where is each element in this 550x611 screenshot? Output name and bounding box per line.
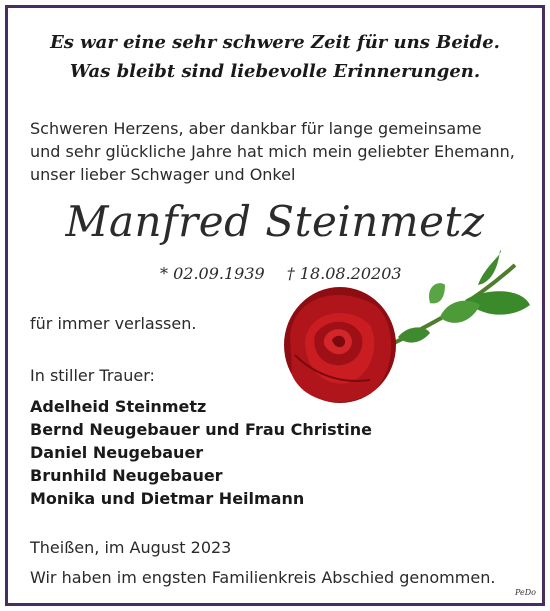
farewell-text: für immer verlassen. — [30, 314, 197, 333]
motto-line-1: Es war eine sehr schwere Zeit für uns Beide. — [50, 32, 500, 53]
closing-text: Wir haben im engsten Familienkreis Abschied genommen. — [30, 568, 496, 587]
intro-line: Schweren Herzens, aber dankbar für lange gemeinsame — [30, 119, 482, 138]
mourner-name: Monika und Dietmar Heilmann — [30, 489, 305, 508]
artist-signature: PeDo — [515, 588, 536, 597]
rose-image — [280, 245, 530, 415]
intro-text — [30, 117, 530, 186]
mourner-name: Brunhild Neugebauer — [30, 466, 223, 485]
mourning-label: In stiller Trauer: — [30, 366, 155, 385]
leaf-icon — [440, 301, 480, 323]
birth-date: * 02.09.1939 — [160, 264, 265, 283]
mourner-name: Bernd Neugebauer und Frau Christine — [30, 420, 373, 439]
leaf-icon — [398, 327, 430, 342]
motto-line-2: Was bleibt sind liebevolle Erinnerungen. — [69, 61, 481, 82]
death-date: † 18.08.20203 — [286, 264, 402, 283]
deceased-name: Manfred Steinmetz — [65, 197, 485, 246]
place-date: Theißen, im August 2023 — [30, 538, 232, 557]
mourner-name: Adelheid Steinmetz — [30, 397, 207, 416]
rose-bloom-icon — [284, 287, 396, 403]
leaf-icon — [429, 283, 445, 303]
mourner-name: Daniel Neugebauer — [30, 443, 204, 462]
intro-line: unser lieber Schwager und Onkel — [30, 165, 296, 184]
intro-line: und sehr glückliche Jahre hat mich mein geliebter Ehemann, — [30, 142, 515, 161]
